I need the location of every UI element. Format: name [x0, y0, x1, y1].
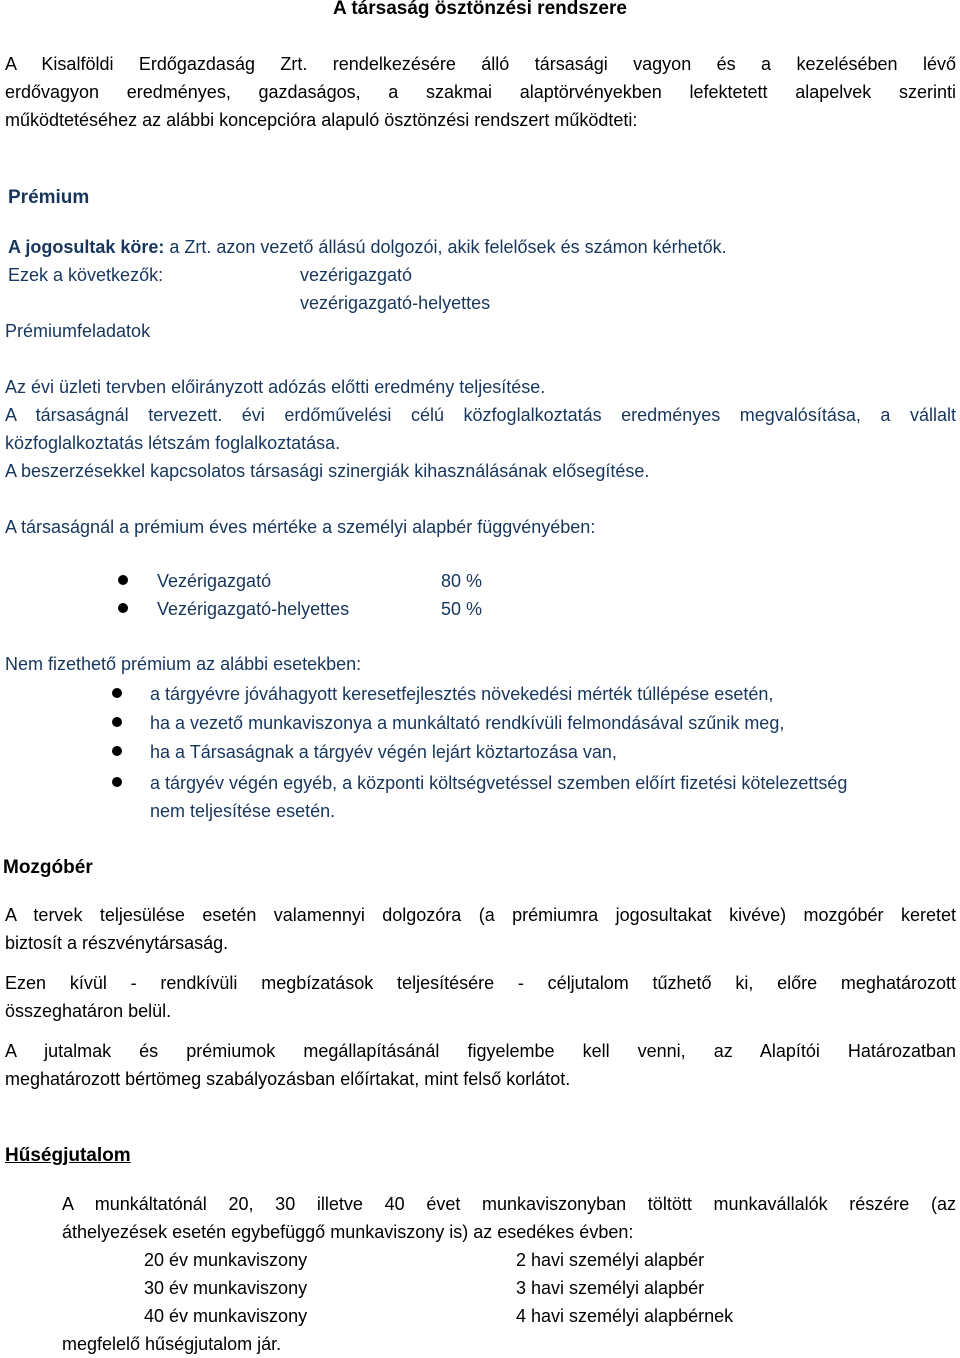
bullet-icon — [112, 717, 122, 727]
mozgober-heading: Mozgóbér — [3, 857, 93, 878]
role-1: vezérigazgató — [300, 265, 413, 285]
rate-intro: A társaságnál a prémium éves mértéke a személyi alapbér függvényében: — [5, 517, 596, 537]
husegjutalom-closing: megfelelő hűségjutalom jár. — [62, 1334, 282, 1354]
husegjutalom-intro-line-2: áthelyezések esetén egybefüggő munkaviszony is) az esedékes évben: — [62, 1222, 634, 1242]
mozgober-p1-line-1: A tervek teljesülése esetén valamennyi dolgozóra (a prémiumra jogosultakat kivéve) mozgóbér keretet — [5, 905, 956, 925]
intro-line-3: működtetéséhez az alábbi koncepcióra alapuló ösztönzési rendszert működteti: — [5, 110, 638, 130]
bullet-icon — [118, 603, 128, 613]
rate-role-1: Vezérigazgató — [157, 571, 272, 591]
mozgober-p1-line-2: biztosít a részvénytársaság. — [5, 933, 229, 953]
not-payable-2: ha a vezető munkaviszonya a munkáltató rendkívüli felmondásával szűnik meg, — [150, 713, 785, 733]
husegjutalom-heading: Hűségjutalom — [5, 1145, 131, 1166]
mozgober-p3-line-1: A jutalmak és prémiumok megállapításánál figyelembe kell venni, az Alapítói Határozatban — [5, 1041, 956, 1061]
not-payable-1: a tárgyévre jóváhagyott keresetfejlesztés növekedési mérték túllépése esetén, — [150, 684, 774, 704]
task-line-2: A társaságnál tervezett. évi erdőművelési célú közfoglalkoztatás eredményes megvalósítása, a vállalt — [5, 405, 956, 425]
rate-value-2: 50 % — [441, 599, 483, 619]
rate-role-2: Vezérigazgató-helyettes — [157, 599, 350, 619]
not-payable-intro: Nem fizethető prémium az alábbi esetekben: — [5, 654, 362, 674]
bullet-icon — [112, 688, 122, 698]
bullet-icon — [118, 575, 128, 585]
husegjutalom-intro-line-1: A munkáltatónál 20, 30 illetve 40 évet munkaviszonyban töltött munkavállalók részére (az — [62, 1194, 956, 1214]
mozgober-p2-line-1: Ezen kívül - rendkívüli megbízatások teljesítésére - céljutalom tűzhető ki, előre meghatározott — [5, 973, 956, 993]
husegjutalom-years-2: 30 év munkaviszony — [144, 1278, 308, 1298]
premium-heading: Prémium — [8, 187, 90, 208]
husegjutalom-years-3: 40 év munkaviszony — [144, 1306, 308, 1326]
husegjutalom-amount-1: 2 havi személyi alapbér — [516, 1250, 705, 1270]
husegjutalom-amount-2: 3 havi személyi alapbér — [516, 1278, 705, 1298]
task-line-4: A beszerzésekkel kapcsolatos társasági szinergiák kihasználásának elősegítése. — [5, 461, 650, 481]
rate-value-1: 80 % — [441, 571, 483, 591]
intro-line-1: A Kisalföldi Erdőgazdaság Zrt. rendelkezésére álló társasági vagyon és a kezelésében lévő — [5, 54, 956, 74]
not-payable-4: a tárgyév végén egyéb, a központi költségvetéssel szemben előírt fizetési kötelezettség — [150, 773, 848, 793]
task-line-1: Az évi üzleti tervben előirányzott adózás előtti eredmény teljesítése. — [5, 377, 546, 397]
eligible-line — [8, 233, 727, 261]
page-title: A társaság ösztönzési rendszere — [333, 0, 627, 19]
bullet-icon — [112, 777, 122, 787]
role-2: vezérigazgató-helyettes — [300, 293, 491, 313]
bullet-icon — [112, 746, 122, 756]
eligible-text: a Zrt. azon vezető állású dolgozói, akik felelősek és számon kérhetők. — [164, 237, 727, 257]
not-payable-4-cont: nem teljesítése esetén. — [150, 801, 336, 821]
mozgober-p3-line-2: meghatározott bértömeg szabályozásban előírtakat, mint felső korlátot. — [5, 1069, 571, 1089]
task-line-3: közfoglalkoztatás létszám foglalkoztatása. — [5, 433, 341, 453]
husegjutalom-years-1: 20 év munkaviszony — [144, 1250, 308, 1270]
intro-line-2: erdővagyon eredményes, gazdaságos, a szakmai alaptörvényekben lefektetett alapelvek szerinti — [5, 82, 956, 102]
tasks-label: Prémiumfeladatok — [5, 321, 151, 341]
husegjutalom-amount-3: 4 havi személyi alapbérnek — [516, 1306, 734, 1326]
not-payable-3: ha a Társaságnak a tárgyév végén lejárt köztartozása van, — [150, 742, 617, 762]
mozgober-p2-line-2: összeghatáron belül. — [5, 1001, 172, 1021]
these-label: Ezek a következők: — [8, 265, 164, 285]
eligible-label: A jogosultak köre: — [8, 237, 165, 257]
